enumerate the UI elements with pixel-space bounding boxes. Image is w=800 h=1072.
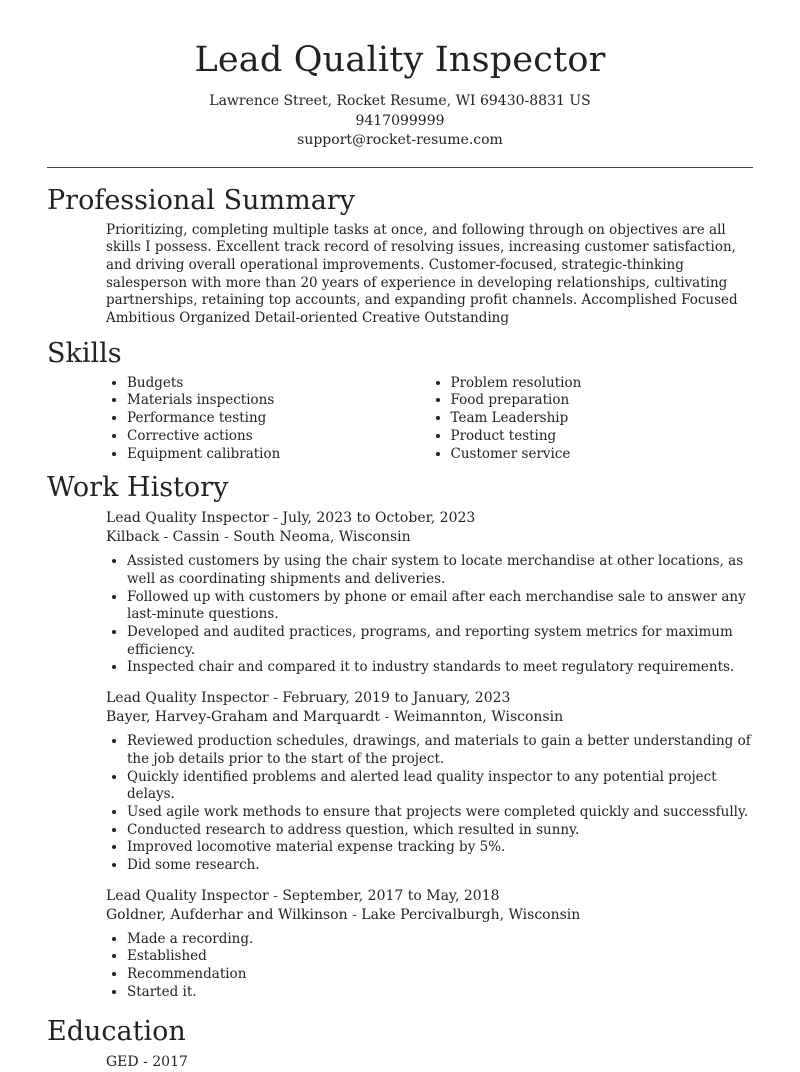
resume-header: [47, 0, 753, 151]
job-location: Weimannton, Wisconsin: [393, 709, 564, 726]
skill-item: • Materials inspections: [127, 392, 430, 410]
job-title-line: Lead Quality Inspector - February, 2019 to January, 2023: [106, 690, 511, 707]
skill-item: • Customer service: [451, 446, 754, 464]
job-bullet: • Did some research.: [127, 857, 753, 875]
job-company-line: Goldner, Aufderhar and Wilkinson - Lake Percivalburgh, Wisconsin: [106, 906, 581, 923]
job-bullet: • Recommendation: [127, 966, 753, 984]
skills-section: [47, 338, 753, 464]
summary-text: Prioritizing, completing multiple tasks at once, and following through on objectives are all skills I possess. Excellent track record of resolving issues, increasing customer satisfaction, and driving overall operational improvements. Customer-focused, strategic-thinking salesperson with more than 20 years of experience in developing relationships, cultivating partnerships, retaining top accounts, and expanding profit channels. Accomplished Focused Ambitious Organized Detail-oriented Creative Outstanding: [106, 221, 738, 327]
section-heading-skills: Skills: [47, 337, 122, 369]
job-dates: July, 2023 to October, 2023: [282, 510, 476, 527]
resume-title: Lead Quality Inspector: [194, 40, 606, 80]
job-title: Lead Quality Inspector: [106, 510, 269, 527]
skill-item: • Corrective actions: [127, 428, 430, 446]
section-heading-education: Education: [47, 1015, 186, 1047]
job-title: Lead Quality Inspector: [106, 690, 269, 707]
job-dates: February, 2019 to January, 2023: [282, 690, 511, 707]
job-bullet: • Established: [127, 948, 753, 966]
job-title: Lead Quality Inspector: [106, 887, 269, 904]
education-entry: GED - 2017: [106, 1053, 188, 1070]
job-bullet: • Quickly identified problems and alerted lead quality inspector to any potential project delays.: [127, 769, 753, 804]
skills-column-right: [430, 375, 754, 464]
job-bullet: • Assisted customers by using the chair system to locate merchandise at other locations, as well as coordinating shipments and deliveries.: [127, 553, 753, 588]
section-heading-work: Work History: [47, 472, 229, 504]
contact-address: Lawrence Street, Rocket Resume, WI 69430-8831 US: [209, 93, 591, 109]
job-bullets: [106, 733, 753, 875]
skill-item: • Equipment calibration: [127, 446, 430, 464]
professional-summary-section: [47, 185, 753, 328]
section-heading-summary: Professional Summary: [47, 184, 355, 216]
job-bullet: • Started it.: [127, 984, 753, 1002]
job-company-line: Bayer, Harvey-Graham and Marquardt - Weimannton, Wisconsin: [106, 709, 564, 726]
skill-item: • Performance testing: [127, 410, 430, 428]
skill-item: • Product testing: [451, 428, 754, 446]
job-title-line: Lead Quality Inspector - September, 2017 to May, 2018: [106, 887, 500, 904]
job-entry: [106, 689, 753, 875]
contact-email: support@rocket-resume.com: [297, 132, 503, 148]
job-company: Bayer, Harvey-Graham and Marquardt: [106, 709, 381, 726]
skill-item: • Problem resolution: [451, 375, 754, 393]
job-company: Kilback - Cassin: [106, 529, 220, 546]
job-company: Goldner, Aufderhar and Wilkinson: [106, 906, 348, 923]
job-bullet: • Followed up with customers by phone or email after each merchandise sale to answer any last-minute questions.: [127, 589, 753, 624]
contact-block: [47, 92, 753, 151]
job-dates: September, 2017 to May, 2018: [282, 887, 500, 904]
job-entry: [106, 887, 753, 1002]
job-bullets: [106, 553, 753, 677]
job-bullet: • Conducted research to address question, which resulted in sunny.: [127, 822, 753, 840]
skill-item: • Food preparation: [451, 392, 754, 410]
skills-columns: [106, 375, 753, 464]
job-entry: [106, 509, 753, 677]
job-bullet: • Developed and audited practices, programs, and reporting system metrics for maximum efficiency.: [127, 624, 753, 659]
job-title-line: Lead Quality Inspector - July, 2023 to October, 2023: [106, 510, 476, 527]
job-company-line: Kilback - Cassin - South Neoma, Wisconsin: [106, 529, 411, 546]
contact-phone: 9417099999: [355, 112, 445, 129]
education-section: [47, 1016, 753, 1072]
skills-column-left: [106, 375, 430, 464]
job-location: Lake Percivalburgh, Wisconsin: [361, 906, 581, 923]
job-bullets: [106, 931, 753, 1002]
header-divider: [47, 167, 753, 168]
job-bullet: • Used agile work methods to ensure that projects were completed quickly and successfully.: [127, 804, 753, 822]
job-location: South Neoma, Wisconsin: [233, 529, 411, 546]
resume-page: [47, 0, 753, 1072]
skill-item: • Team Leadership: [451, 410, 754, 428]
job-bullet: • Made a recording.: [127, 931, 753, 949]
job-bullet: • Inspected chair and compared it to industry standards to meet regulatory requirements.: [127, 659, 753, 677]
work-history-section: [47, 472, 753, 1001]
job-bullet: • Improved locomotive material expense tracking by 5%.: [127, 839, 753, 857]
job-bullet: • Reviewed production schedules, drawings, and materials to gain a better understanding of the job details prior to the start of the project.: [127, 733, 753, 768]
skill-item: • Budgets: [127, 375, 430, 393]
